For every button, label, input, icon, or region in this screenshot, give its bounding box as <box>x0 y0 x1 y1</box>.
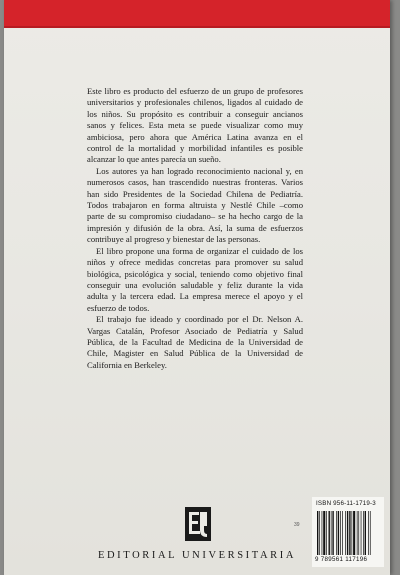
small-mark: 39 <box>294 522 300 528</box>
isbn-barcode-box <box>312 497 384 567</box>
barcode-bar <box>336 511 337 555</box>
back-cover-blurb <box>87 86 303 371</box>
barcode-bar <box>323 511 325 555</box>
blurb-paragraph-4: El trabajo fue ideado y coordinado por el Dr. Nelson A. Vargas Catalán, Profesor Asociado de Pediatría y Salud Pública, de la Facultad de Medicina de la Universidad de Chile, Magister en Salud Pública de la Universidad de California en Berkeley. <box>87 314 303 370</box>
isbn-number: ISBN 956-11-1719-3 <box>316 500 376 507</box>
barcode-bar <box>363 511 364 555</box>
red-header-band <box>4 0 390 26</box>
barcode-bar <box>357 511 358 555</box>
barcode-bar <box>370 511 371 555</box>
barcode-bar <box>332 511 333 555</box>
barcode-bar <box>347 511 348 555</box>
barcode-bar <box>338 511 339 555</box>
barcode-bar <box>340 511 341 555</box>
barcode-bar <box>358 511 359 555</box>
publisher-name: EDITORIAL UNIVERSITARIA <box>97 550 297 561</box>
barcode-bar <box>349 511 350 555</box>
barcode-bar <box>352 511 353 555</box>
editorial-universitaria-logo-icon <box>184 506 212 542</box>
barcode-digits: 9 789561 117196 <box>315 556 368 563</box>
barcode-bar <box>329 511 330 555</box>
band-edge <box>4 26 390 28</box>
barcode-bar <box>326 511 327 555</box>
barcode-bar <box>331 511 332 555</box>
barcode-bar <box>353 511 355 555</box>
barcode-bar <box>361 511 362 555</box>
blurb-paragraph-2: Los autores ya han logrado reconocimiento nacional y, en numerosos casos, han trascendido nuestras fronteras. Varios han sido Presidentes de la Sociedad Chilena de Pediatría. Todos trabajaron en forma altruista y Nestlé Chile –como parte de su compromiso ciudadano– se ha hecho cargo de la impresión y difusión de la obra. Así, la suma de esfuerzos contribuye al progreso y bienestar de las personas. <box>87 165 303 245</box>
barcode-bar <box>319 511 320 555</box>
barcode-bar <box>345 511 346 555</box>
barcode-bar <box>365 511 366 555</box>
barcode-icon <box>316 511 380 555</box>
blurb-paragraph-1: Este libro es producto del esfuerzo de un grupo de profesores universitarios y profesionales chilenos, ligados al cuidado de los niños. Su propósito es contribuir a conseguir ancianos sanos y felices. Esta meta se puede visualizar como muy ambiciosa, pero ahora que América Latina avanza en el control de la mortalidad y morbilidad infantiles es posible alcanzar lo que antes parecía un sueño. <box>87 86 303 165</box>
barcode-bar <box>368 511 369 555</box>
book-back-cover <box>4 0 390 575</box>
barcode-bar <box>342 511 343 555</box>
blurb-paragraph-3: El libro propone una forma de organizar el cuidado de los niños y ofrece medidas concretas para promover su salud biológica, psicológica y social, teniendo como objetivo final conseguir una evolución saludable y feliz durante la vida adulta y la tercera edad. La empresa merece el apoyo y el esfuerzo de todos. <box>87 245 303 313</box>
barcode-bar <box>317 511 318 555</box>
barcode-bar <box>322 511 323 555</box>
